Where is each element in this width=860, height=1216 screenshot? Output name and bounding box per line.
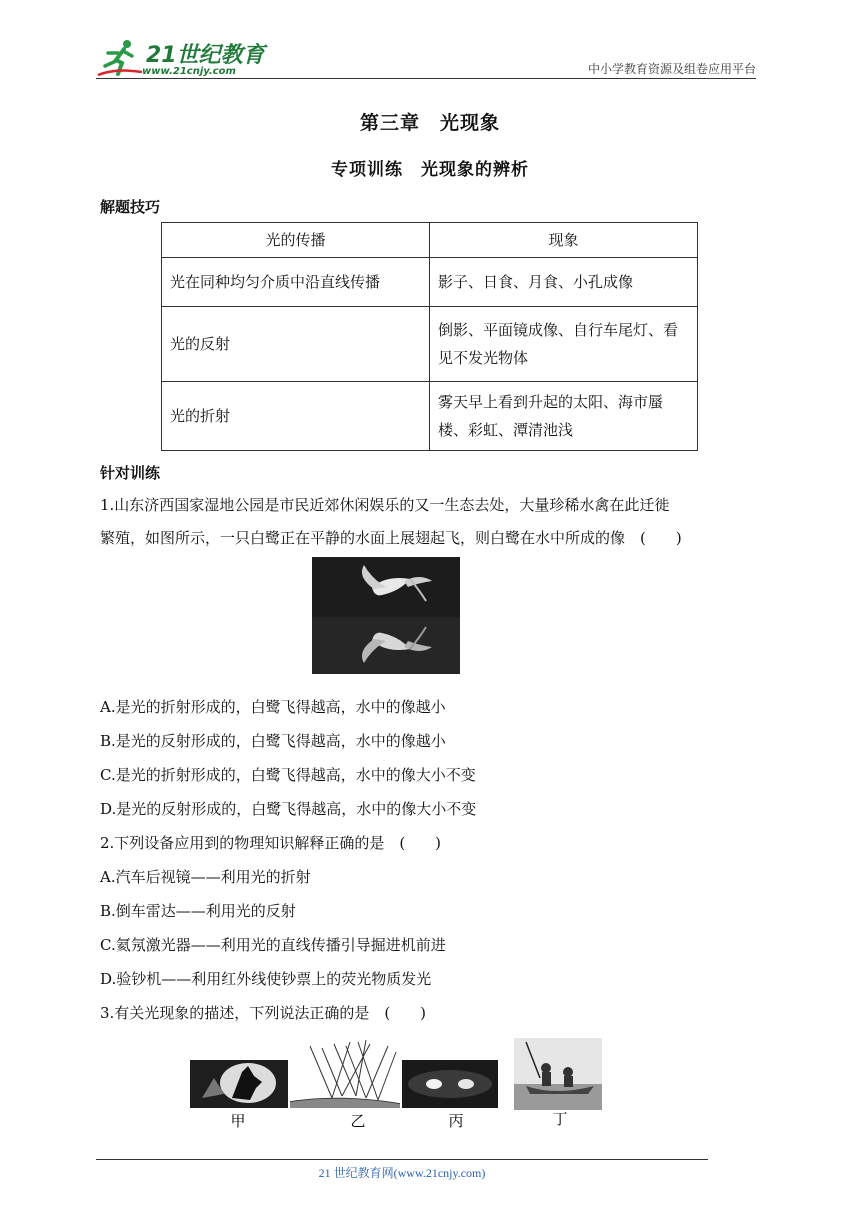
table-cell-phenomena: 影子、日食、月食、小孔成像 <box>430 258 698 307</box>
header-divider <box>96 78 756 79</box>
figure-yi-reflection <box>290 1040 400 1108</box>
training-heading: 针对训练 <box>100 464 161 482</box>
table-row <box>162 307 698 382</box>
footer-divider <box>96 1159 708 1160</box>
q1-option-c: C.是光的折射形成的，白鹭飞得越高，水中的像大小不变 <box>100 766 476 784</box>
table-cell-phenomena: 倒影、平面镜成像、自行车尾灯、看见不发光物体 <box>430 307 698 382</box>
table-row <box>162 382 698 451</box>
figure-jia-shadow <box>190 1060 288 1108</box>
table-header-row <box>162 223 698 258</box>
q2-option-a: A.汽车后视镜——利用光的折射 <box>100 868 311 886</box>
figure-label-jia: 甲 <box>230 1112 246 1128</box>
q3-stem: 3.有关光现象的描述，下列说法正确的是 ( ) <box>100 1004 427 1022</box>
chapter-title: 第三章 光现象 <box>359 112 500 134</box>
table-cell-type: 光的折射 <box>162 382 430 451</box>
table-cell-phenomena: 雾天早上看到升起的太阳、海市蜃楼、彩虹、潭清池浅 <box>430 382 698 451</box>
logo-text: 21世纪教育 <box>146 43 265 68</box>
table-cell-type: 光在同种均匀介质中沿直线传播 <box>162 258 430 307</box>
table-header-cell: 光的传播 <box>162 223 430 258</box>
figure-bing-light <box>402 1060 498 1108</box>
tips-heading: 解题技巧 <box>100 198 161 216</box>
tips-table <box>161 222 698 451</box>
footer-link[interactable]: 21 世纪教育网(www.21cnjy.com) <box>318 1166 486 1180</box>
q2-option-c: C.氦氖激光器——利用光的直线传播引导掘进机前进 <box>100 936 446 954</box>
q1-option-d: D.是光的反射形成的，白鹭飞得越高，水中的像大小不变 <box>100 800 477 818</box>
q1-option-b: B.是光的反射形成的，白鹭飞得越高，水中的像越小 <box>100 732 446 750</box>
figure-label-ding: 丁 <box>552 1110 568 1128</box>
table-row <box>162 258 698 307</box>
q1-option-a: A.是光的折射形成的，白鹭飞得越高，水中的像越小 <box>100 698 446 716</box>
topic-title: 专项训练 光现象的辨析 <box>331 160 529 180</box>
figure-label-yi: 乙 <box>350 1112 366 1128</box>
q2-stem: 2.下列设备应用到的物理知识解释正确的是 ( ) <box>100 834 442 852</box>
platform-name: 中小学教育资源及组卷应用平台 <box>587 62 756 76</box>
q2-option-b: B.倒车雷达——利用光的反射 <box>100 902 296 920</box>
figure-ding-fishing <box>514 1038 602 1110</box>
figure-label-bing: 丙 <box>448 1112 464 1128</box>
table-cell-type: 光的反射 <box>162 307 430 382</box>
table-header-cell: 现象 <box>430 223 698 258</box>
q2-option-d: D.验钞机——利用红外线使钞票上的荧光物质发光 <box>100 970 432 988</box>
site-logo <box>96 36 265 80</box>
egret-reflection-photo <box>312 557 460 674</box>
q1-stem-line1: 1.山东济西国家湿地公园是市民近郊休闲娱乐的又一生态去处，大量珍稀水禽在此迁徙 <box>100 496 670 514</box>
runner-logo-icon <box>96 38 144 78</box>
q1-stem-line2: 繁殖，如图所示，一只白鹭正在平静的水面上展翅起飞，则白鹭在水中所成的像 ( ) <box>100 529 682 547</box>
logo-url: www.21cnjy.com <box>142 66 236 77</box>
q3-figure-strip <box>190 1038 602 1128</box>
